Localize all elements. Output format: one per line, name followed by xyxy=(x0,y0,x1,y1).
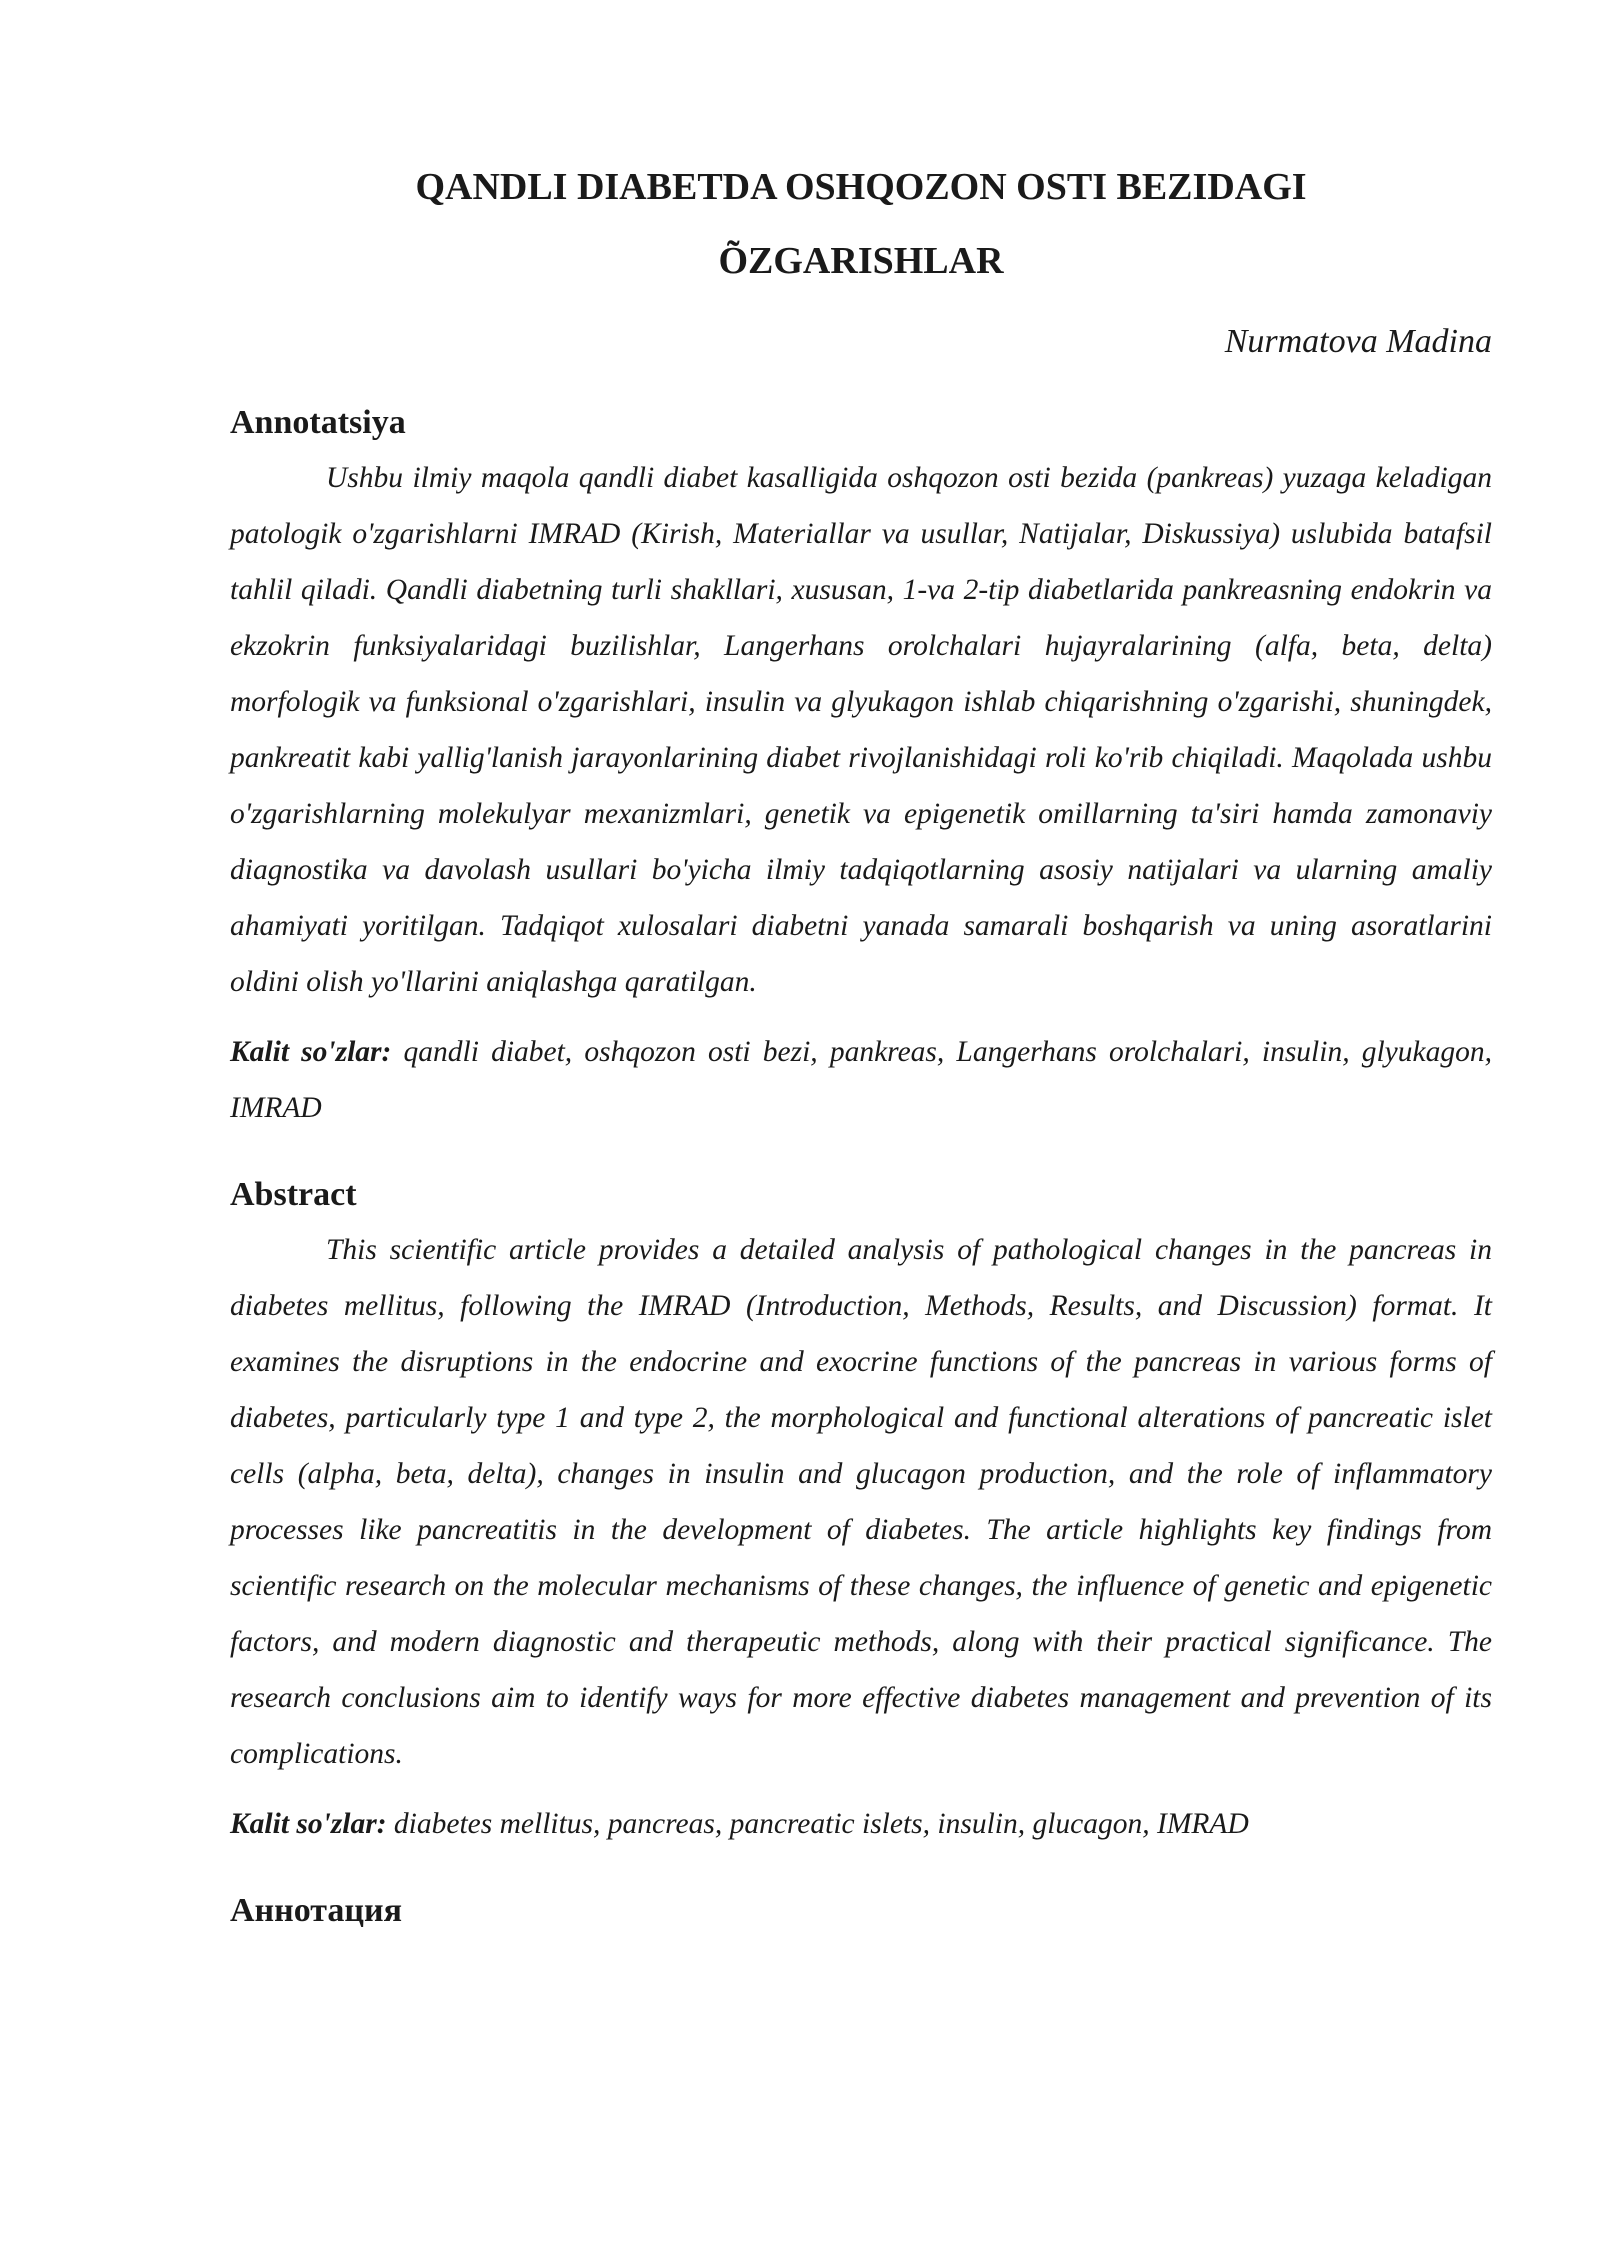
keywords-uz-label: Kalit so'zlar: xyxy=(230,1036,392,1068)
author-name: Nurmatova Madina xyxy=(1224,323,1492,360)
keywords-en-list: diabetes mellitus, pancreas, pancreatic islets, insulin, glucagon, IMRAD xyxy=(386,1808,1249,1840)
abstract-en-heading: Abstract xyxy=(230,1176,357,1213)
keywords-uz xyxy=(230,1024,1492,1136)
title-line-2: ÕZGARISHLAR xyxy=(718,240,1004,282)
keywords-uz-list: qandli diabet, oshqozon osti bezi, pankreas, Langerhans orolchalari, insulin, glyukagon, IMRAD xyxy=(230,1036,1492,1124)
keywords-en xyxy=(230,1796,1492,1852)
paper-page xyxy=(230,150,1492,1938)
abstract-en-text: This scientific article provides a detailed analysis of pathological changes in the pancreas in diabetes mellitus, following the IMRAD (Introduction, Methods, Results, and Discussion) format. It examines the disruptions in the endocrine and exocrine functions of the pancreas in various forms of diabetes, particularly type 1 and type 2, the morphological and functional alterations of pancreatic islet cells (alpha, beta, delta), changes in insulin and glucagon production, and the role of inflammatory processes like pancreatitis in the development of diabetes. The article highlights key findings from scientific research on the molecular mechanisms of these changes, the influence of genetic and epigenetic factors, and modern diagnostic and therapeutic methods, along with their practical significance. The research conclusions aim to identify ways for more effective diabetes management and prevention of its complications. xyxy=(230,1234,1492,1770)
paper-title xyxy=(230,150,1492,298)
annotation-ru-heading: Аннотация xyxy=(230,1892,402,1929)
annotation-uz-heading: Annotatsiya xyxy=(230,404,406,441)
annotation-uz-text: Ushbu ilmiy maqola qandli diabet kasalligida oshqozon osti bezida (pankreas) yuzaga keladigan patologik o'zgarishlarni IMRAD (Kirish, Materiallar va usullar, Natijalar, Diskussiya) uslubida batafsil tahlil qiladi. Qandli diabetning turli shakllari, xususan, 1-va 2-tip diabetlarida pankreasning endokrin va ekzokrin funksiyalaridagi buzilishlar, Langerhans orolchalari hujayralarining (alfa, beta, delta) morfologik va funksional o'zgarishlari, insulin va glyukagon ishlab chiqarishning o'zgarishi, shuningdek, pankreatit kabi yallig'lanish jarayonlarining diabet rivojlanishidagi roli ko'rib chiqiladi. Maqolada ushbu o'zgarishlarning molekulyar mexanizmlari, genetik va epigenetik omillarning ta'siri hamda zamonaviy diagnostika va davolash usullari bo'yicha ilmiy tadqiqotlarning asosiy natijalari va ularning amaliy ahamiyati yoritilgan. Tadqiqot xulosalari diabetni yanada samarali boshqarish va uning asoratlarini oldini olish yo'llarini aniqlashga qaratilgan. xyxy=(230,462,1492,998)
keywords-en-label: Kalit so'zlar: xyxy=(230,1808,387,1840)
title-line-1: QANDLI DIABETDA OSHQOZON OSTI BEZIDAGI xyxy=(415,166,1307,208)
